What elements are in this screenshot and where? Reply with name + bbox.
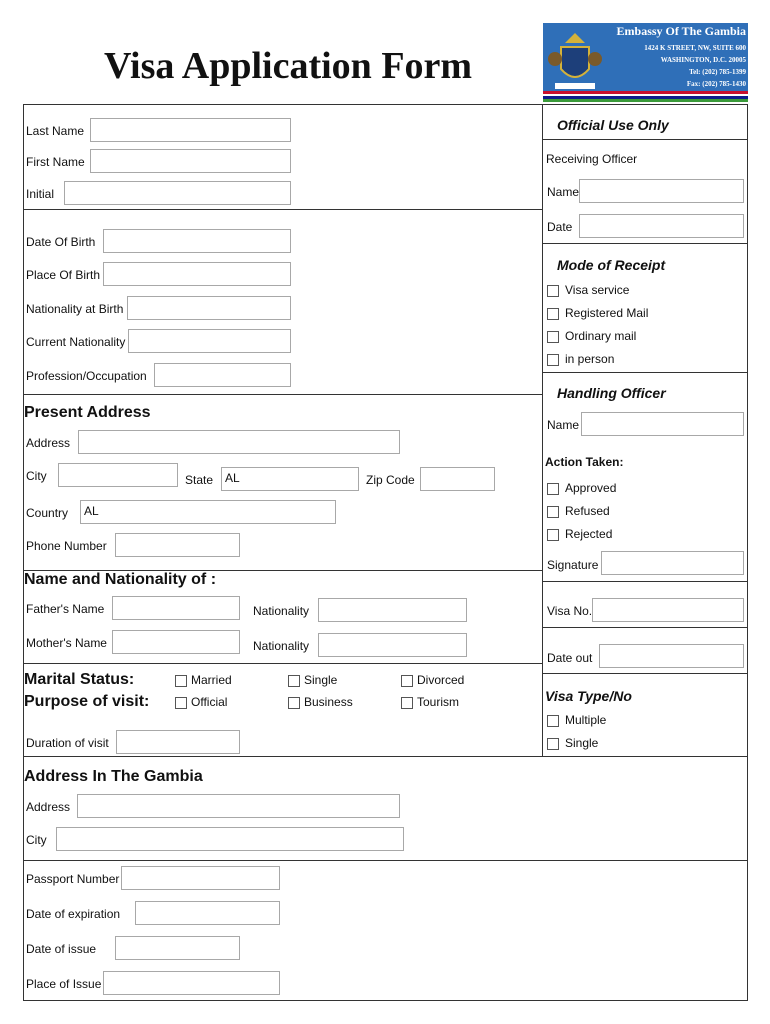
business-label: Business <box>304 695 353 709</box>
country-label: Country <box>26 506 69 520</box>
in-person-checkbox[interactable] <box>547 354 559 366</box>
gambia-address-label: Address <box>26 800 71 814</box>
last-name-input[interactable] <box>90 118 291 142</box>
mother-name-label: Mother's Name <box>26 636 107 650</box>
registered-mail-checkbox[interactable] <box>547 308 559 320</box>
refused-checkbox[interactable] <box>547 506 559 518</box>
single-visa-checkbox[interactable] <box>547 738 559 750</box>
receiving-name-input[interactable] <box>579 179 744 203</box>
visa-type-heading: Visa Type/No <box>545 688 632 704</box>
rejected-checkbox[interactable] <box>547 529 559 541</box>
receiving-officer-label: Receiving Officer <box>546 152 638 166</box>
mode-of-receipt-heading: Mode of Receipt <box>557 257 666 273</box>
single-marital-label: Single <box>304 673 338 687</box>
issue-date-label: Date of issue <box>26 942 97 956</box>
refused-label: Refused <box>565 504 610 518</box>
divider <box>23 860 748 861</box>
divider <box>542 243 748 244</box>
duration-input[interactable] <box>116 730 240 754</box>
official-checkbox[interactable] <box>175 697 187 709</box>
coat-of-arms-icon <box>545 29 605 95</box>
nationality-birth-input[interactable] <box>127 296 291 320</box>
visa-service-label: Visa service <box>565 283 630 297</box>
divider <box>23 756 748 757</box>
address-label: Address <box>26 436 71 450</box>
phone-input[interactable] <box>115 533 240 557</box>
zip-input[interactable] <box>420 467 495 491</box>
state-select[interactable]: AL <box>221 467 359 491</box>
dob-label: Date Of Birth <box>26 235 96 249</box>
divider <box>542 673 748 674</box>
multiple-checkbox[interactable] <box>547 715 559 727</box>
father-nationality-label: Nationality <box>253 604 310 618</box>
registered-mail-label: Registered Mail <box>565 306 649 320</box>
receiving-name-label: Name <box>547 185 580 199</box>
mother-nationality-label: Nationality <box>253 639 310 653</box>
handling-officer-heading: Handling Officer <box>557 385 666 401</box>
issue-date-input[interactable] <box>115 936 240 960</box>
visa-service-checkbox[interactable] <box>547 285 559 297</box>
tourism-checkbox[interactable] <box>401 697 413 709</box>
divider <box>23 209 542 210</box>
first-name-input[interactable] <box>90 149 291 173</box>
profession-label: Profession/Occupation <box>26 369 147 383</box>
current-nationality-label: Current Nationality <box>26 335 126 349</box>
phone-label: Phone Number <box>26 539 107 553</box>
initial-label: Initial <box>26 187 55 201</box>
marital-heading: Marital Status: <box>24 671 135 688</box>
issue-place-label: Place of Issue <box>26 977 102 991</box>
parents-heading: Name and Nationality of : <box>24 571 217 588</box>
gambia-address-heading: Address In The Gambia <box>24 768 203 785</box>
signature-input[interactable] <box>601 551 744 575</box>
gambia-address-input[interactable] <box>77 794 400 818</box>
handling-name-input[interactable] <box>581 412 744 436</box>
divider <box>23 663 542 664</box>
nationality-birth-label: Nationality at Birth <box>26 302 124 316</box>
embassy-address1: 1424 K STREET, NW, SUITE 600 <box>644 44 746 52</box>
married-checkbox[interactable] <box>175 675 187 687</box>
single-marital-checkbox[interactable] <box>288 675 300 687</box>
handling-name-label: Name <box>547 418 580 432</box>
duration-label: Duration of visit <box>26 736 109 750</box>
form-title: Visa Application Form <box>104 45 473 87</box>
date-out-input[interactable] <box>599 644 744 668</box>
in-person-label: in person <box>565 352 615 366</box>
approved-label: Approved <box>565 481 617 495</box>
mother-name-input[interactable] <box>112 630 240 654</box>
zip-label: Zip Code <box>366 473 415 487</box>
state-label: State <box>185 473 214 487</box>
address-input[interactable] <box>78 430 400 454</box>
dob-input[interactable] <box>103 229 291 253</box>
visa-no-input[interactable] <box>592 598 744 622</box>
initial-input[interactable] <box>64 181 291 205</box>
embassy-tel: Tel: (202) 785-1399 <box>689 68 746 76</box>
rejected-label: Rejected <box>565 527 613 541</box>
present-address-heading: Present Address <box>24 404 151 421</box>
divider <box>23 394 542 395</box>
gambia-city-input[interactable] <box>56 827 404 851</box>
receiving-date-input[interactable] <box>579 214 744 238</box>
official-label: Official <box>191 695 228 709</box>
mother-nationality-input[interactable] <box>318 633 467 657</box>
embassy-fax: Fax: (202) 785-1430 <box>686 80 746 88</box>
issue-place-input[interactable] <box>103 971 280 995</box>
tourism-label: Tourism <box>417 695 460 709</box>
divider <box>542 139 748 140</box>
embassy-name: Embassy Of The Gambia <box>616 24 746 38</box>
divider <box>542 627 748 628</box>
single-visa-label: Single <box>565 736 599 750</box>
column-divider <box>542 104 543 757</box>
married-label: Married <box>191 673 232 687</box>
divorced-label: Divorced <box>417 673 465 687</box>
approved-checkbox[interactable] <box>547 483 559 495</box>
passport-number-label: Passport Number <box>26 872 120 886</box>
divider <box>542 581 748 582</box>
profession-input[interactable] <box>154 363 291 387</box>
ordinary-mail-checkbox[interactable] <box>547 331 559 343</box>
first-name-label: First Name <box>26 155 85 169</box>
last-name-label: Last Name <box>26 124 85 138</box>
multiple-label: Multiple <box>565 713 607 727</box>
receiving-date-label: Date <box>547 220 573 234</box>
expiration-label: Date of expiration <box>26 907 121 921</box>
father-name-input[interactable] <box>112 596 240 620</box>
pob-label: Place Of Birth <box>26 268 101 282</box>
business-checkbox[interactable] <box>288 697 300 709</box>
signature-label: Signature <box>547 558 599 572</box>
gambia-city-label: City <box>26 833 47 847</box>
city-input[interactable] <box>58 463 178 487</box>
visa-no-label: Visa No. <box>547 604 593 618</box>
father-nationality-input[interactable] <box>318 598 467 622</box>
embassy-logo <box>543 23 748 102</box>
date-out-label: Date out <box>547 651 593 665</box>
pob-input[interactable] <box>103 262 291 286</box>
current-nationality-input[interactable] <box>128 329 291 353</box>
passport-number-input[interactable] <box>121 866 280 890</box>
divider <box>542 372 748 373</box>
father-name-label: Father's Name <box>26 602 105 616</box>
expiration-input[interactable] <box>135 901 280 925</box>
embassy-address2: WASHINGTON, D.C. 20005 <box>660 56 746 64</box>
action-taken-heading: Action Taken: <box>545 455 624 469</box>
country-select[interactable]: AL <box>80 500 336 524</box>
divorced-checkbox[interactable] <box>401 675 413 687</box>
city-label: City <box>26 469 47 483</box>
purpose-heading: Purpose of visit: <box>24 693 150 710</box>
official-use-heading: Official Use Only <box>557 117 669 133</box>
ordinary-mail-label: Ordinary mail <box>565 329 637 343</box>
